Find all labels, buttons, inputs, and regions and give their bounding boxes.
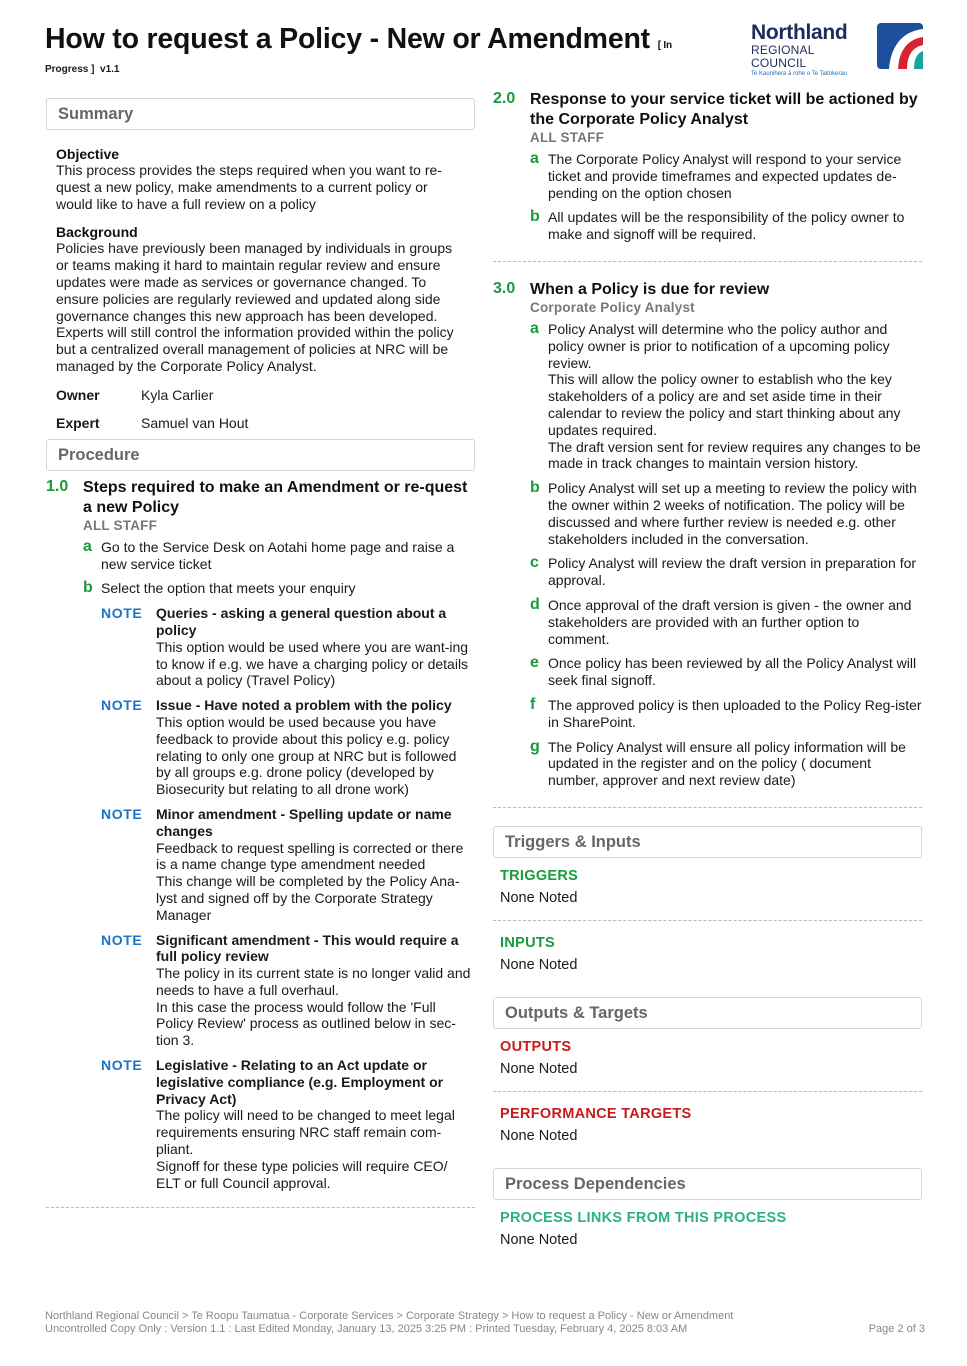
item-text: Select the option that meets your enquiry: [101, 580, 356, 597]
owner-label: Owner: [56, 386, 100, 403]
item-text: Policy Analyst will review the draft version in preparation for approval.: [548, 555, 917, 589]
step-2-role: ALL STAFF: [530, 130, 605, 145]
targets-label: PERFORMANCE TARGETS: [500, 1105, 692, 1122]
step-2-number: 2.0: [493, 90, 516, 107]
note-label: NOTE: [101, 697, 143, 714]
note-label: NOTE: [101, 931, 143, 948]
note-text: Feedback to request spelling is corrected or there is a name change type amendment needed: [156, 839, 464, 873]
right-column: [493, 90, 922, 1248]
procedure-heading: Procedure: [46, 439, 475, 471]
logo-line-1: Northland: [751, 21, 848, 44]
page-header: [45, 22, 925, 82]
status-close: Progress ]: [45, 64, 95, 75]
triggers-block: [493, 868, 922, 906]
note-queries: [101, 605, 475, 689]
dependencies-heading: Process Dependencies: [493, 1168, 922, 1200]
note-label: NOTE: [101, 605, 143, 622]
note-label: NOTE: [101, 805, 143, 822]
step-3-item-g: [530, 739, 922, 789]
item-letter: a: [530, 319, 539, 337]
item-letter: f: [530, 695, 536, 713]
step-2-item-b: [530, 209, 922, 243]
step-3-item-d: [530, 597, 922, 647]
inputs-block: [493, 935, 922, 973]
item-letter: c: [530, 554, 539, 572]
divider: [493, 1091, 922, 1092]
note-significant-amendment: [101, 932, 475, 1050]
process-links-value: None Noted: [500, 1231, 578, 1248]
objective-text: This process provides the steps required when you want to re-quest a new policy, make amendments to a current policy or would like to have a full review on a policy: [56, 162, 442, 212]
item-text-3: The draft version sent for review requires any changes to be made in track changes to maintain version history.: [548, 438, 921, 472]
background-block: [46, 224, 475, 374]
triggers-heading: Triggers & Inputs: [493, 826, 922, 858]
outputs-heading: Outputs & Targets: [493, 997, 922, 1029]
logo-wave-icon: [877, 23, 923, 69]
step-3-role: Corporate Policy Analyst: [530, 299, 695, 315]
divider: [493, 807, 922, 808]
item-text-2: This will allow the policy owner to establish who the key stakeholders of a policy are and set aside time in their calendar to review the policy and start thinking about any updates required.: [548, 371, 901, 438]
note-label: NOTE: [101, 1057, 143, 1074]
note-text: This option would be used because you have feedback to provide about this policy e.g. policy relating to only one group at NRC but is followed by all groups e.g. drone policy (developed by Biosecurity but relating to all drone work): [156, 713, 457, 798]
step-3-item-e: [530, 655, 922, 689]
item-text: The Policy Analyst will ensure all policy information will be updated in the register and on the policy ( document number, approver and next review date): [548, 738, 906, 789]
page-number: Page 2 of 3: [868, 1322, 925, 1335]
expert-label: Expert: [56, 414, 100, 431]
outputs-value: None Noted: [500, 1060, 578, 1077]
step-1-role: ALL STAFF: [83, 517, 158, 533]
logo-text: [751, 22, 871, 79]
item-letter: b: [83, 579, 93, 597]
item-text: Once approval of the draft version is given - the owner and stakeholders are provided with an further option to comment.: [548, 596, 912, 647]
step-1-number: 1.0: [46, 477, 69, 495]
item-text: All updates will be the responsibility of the policy owner to make and signoff will be required.: [548, 209, 905, 243]
note-text-2: In this case the process would follow the 'Full Policy Review' process as outlined below in sec-tion 3.: [156, 998, 456, 1049]
objective-title: Objective: [56, 146, 120, 162]
logo-line-3: Te Kaunihera ā rohe o Te Taitokerau: [751, 71, 848, 77]
item-text: Once policy has been reviewed by all the Policy Analyst will seek final signoff.: [548, 655, 917, 689]
status-open: [ In: [657, 40, 672, 51]
inputs-value: None Noted: [500, 956, 578, 973]
summary-heading: Summary: [46, 98, 475, 130]
step-1-item-a: [83, 539, 475, 573]
item-letter: a: [83, 537, 92, 555]
step-2: [493, 90, 922, 243]
objective-block: [46, 146, 475, 212]
owner-value: Kyla Carlier: [141, 386, 214, 403]
footer-breadcrumb: Northland Regional Council > Te Roopu Taumatua - Corporate Services > Corporate Strategy > How to request a Policy - New or Amendment: [45, 1310, 734, 1322]
version-label: v1.1: [100, 64, 120, 75]
background-title: Background: [56, 224, 138, 241]
note-text-2: Signoff for these type policies will require CEO/ ELT or full Council approval.: [156, 1157, 448, 1191]
divider: [493, 261, 922, 262]
step-2-title: Response to your service ticket will be actioned by the Corporate Policy Analyst: [530, 91, 918, 128]
step-3-number: 3.0: [493, 279, 516, 297]
owner-row: [46, 387, 475, 403]
inputs-label: INPUTS: [500, 934, 555, 951]
step-1-item-b: [83, 580, 475, 597]
note-title: Legislative - Relating to an Act update or legislative compliance (e.g. Employment or Privacy Act): [156, 1057, 444, 1107]
note-text: This option would be used where you are want-ing to know if e.g. we have a charging policy or details about a policy (Travel Policy): [156, 638, 469, 689]
note-title: Minor amendment - Spelling update or name changes: [156, 805, 452, 839]
step-1: [46, 478, 475, 1192]
council-logo: [751, 21, 923, 77]
document-title-text: How to request a Policy - New or Amendment: [45, 23, 650, 55]
item-letter: d: [530, 595, 540, 613]
logo-line-2: REGIONAL COUNCIL: [751, 43, 815, 70]
note-title: Queries - asking a general question about a policy: [156, 605, 447, 638]
item-text: Go to the Service Desk on Aotahi home page and raise a new service ticket: [101, 538, 455, 572]
item-letter: a: [530, 150, 539, 167]
step-3-item-b: [530, 480, 922, 547]
note-title: Issue - Have noted a problem with the policy: [156, 697, 452, 714]
note-text-2: This change will be completed by the Policy Ana-lyst and signed off by the Corporate Strategy Manager: [156, 873, 460, 923]
note-text: The policy in its current state is no longer valid and needs to have a full overhaul.: [156, 965, 471, 998]
expert-value: Samuel van Hout: [141, 414, 249, 431]
divider: [493, 920, 922, 921]
background-text: Policies have previously been managed by individuals in groups or teams making it hard to maintain regular review and ensure updates were made as services or governance changed. To ensure policies are regularly reviewed and updated along side governance changes this new approach has been developed. Experts will still control the information provided within the policy but a centralized overall management of policies at NRC will be managed by the Corporate Policy Analyst.: [56, 240, 454, 374]
process-links-label: PROCESS LINKS FROM THIS PROCESS: [500, 1209, 787, 1226]
step-3-title: When a Policy is due for review: [530, 280, 770, 298]
note-minor-amendment: [101, 806, 475, 924]
outputs-label: OUTPUTS: [500, 1038, 572, 1055]
outputs-block: [493, 1039, 922, 1077]
page-footer: [45, 1310, 925, 1335]
item-letter: e: [530, 654, 539, 672]
left-column: [46, 98, 475, 1208]
note-title: Significant amendment - This would require a full policy review: [156, 931, 459, 965]
item-text: The approved policy is then uploaded to the Policy Reg-ister in SharePoint.: [548, 696, 922, 730]
targets-block: [493, 1106, 922, 1144]
step-3: [493, 280, 922, 789]
item-text: Policy Analyst will set up a meeting to review the policy with the owner within 2 weeks of notification. The policy will be discussed and where further review is needed e.g. other stakeholders included in the conversation.: [548, 480, 917, 547]
note-issue: [101, 697, 475, 798]
triggers-value: None Noted: [500, 889, 578, 906]
targets-value: None Noted: [500, 1127, 578, 1144]
step-3-item-a: [530, 321, 922, 472]
step-3-item-f: [530, 697, 922, 731]
step-3-item-c: [530, 555, 922, 589]
triggers-label: TRIGGERS: [500, 867, 579, 884]
item-letter: b: [530, 208, 540, 226]
step-2-item-a: [530, 151, 922, 201]
item-text: The Corporate Policy Analyst will respond to your service ticket and provide timeframes and expected updates de-pending on the option chosen: [548, 151, 902, 201]
item-text: Policy Analyst will determine who the policy author and policy owner is prior to notification of a upcoming policy review.: [548, 320, 890, 371]
divider: [46, 1207, 475, 1208]
step-1-title: Steps required to make an Amendment or re-quest a new Policy: [83, 478, 468, 516]
note-text: The policy will need to be changed to meet legal requirements ensuring NRC staff remain com-pliant.: [156, 1107, 455, 1158]
dependencies-block: [493, 1210, 922, 1248]
item-letter: b: [530, 479, 540, 497]
footer-meta: Uncontrolled Copy Only : Version 1.1 : Last Edited Monday, January 13, 2025 3:25 PM : Printed Tuesday, February 4, 2025 8:03 AM: [45, 1322, 688, 1335]
item-letter: g: [530, 737, 540, 755]
expert-row: [46, 415, 475, 431]
note-legislative: [101, 1057, 475, 1191]
